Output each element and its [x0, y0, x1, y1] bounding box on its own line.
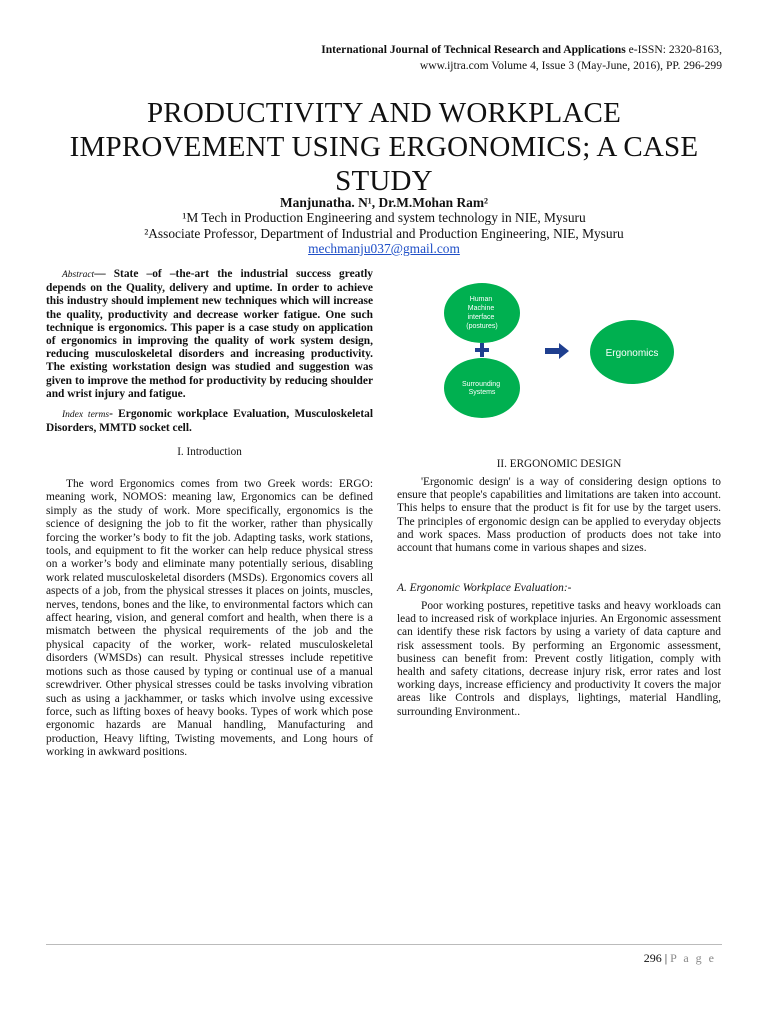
abstract-text: — State –of –the-art the industrial success greatly depends on the Quality, delivery and uptime. In order to achieve this industry should implement new techniques which will increase the quality, productivity and decrease worker fatigue. One such technique is ergonomics. This paper is a case study on application of ergonomics in improving the quality of work system design, reducing musculoskeletal disorders and increasing productivity. The existing workstation design was studied and suggestion was given to improve the method for productivity by reducing shoulder and wrist injury and fatigue.: [46, 268, 373, 400]
abstract-label: Abstract: [62, 270, 95, 280]
node2-line1: Surrounding: [461, 381, 501, 388]
abstract: [46, 268, 373, 401]
ergonomic-design-body: 'Ergonomic design' is a way of considering design options to ensure that people's capabilities and limitations are taken into account. This helps to ensure that the product is fit for use by the target users. The principles of ergonomic design can be applied to everyday objects and work spaces. Mass production of products does not take into account that humans come in various shapes and sizes.: [397, 476, 721, 555]
node-surrounding-systems: [444, 358, 520, 418]
journal-volume: www.ijtra.com Volume 4, Issue 3 (May-June, 2016), PP. 296-299: [419, 59, 722, 72]
paper-title: PRODUCTIVITY AND WORKPLACE IMPROVEMENT USING ERGONOMICS; A CASE STUDY: [69, 97, 699, 197]
arrow-right-icon: [545, 343, 569, 359]
index-terms-text: - Ergonomic workplace Evaluation, Musculoskeletal Disorders, MMTD socket cell.: [46, 408, 373, 435]
node1-line4: (postures): [466, 323, 498, 330]
ergonomics-diagram: [437, 281, 697, 424]
footer-divider: [46, 944, 722, 945]
node-human-machine-interface: [444, 283, 520, 343]
page-number-sep: |: [661, 951, 671, 965]
index-terms: [46, 408, 373, 435]
node1-line3: interface: [467, 314, 495, 321]
node2-line2: Systems: [468, 389, 496, 396]
introduction-body: The word Ergonomics comes from two Greek words: ERGO: meaning work, NOMOS: meaning law, Ergonomics can be defined simply as the study of work. More specifically, ergonomics is the science of designing the job to fit the worker, rather than physically forcing the worker’s body to fit the job. Adapting tasks, work stations, tools, and equipment to fit the worker can help reduce physical stress on a worker’s body and eliminate many potentially serious, disabling work related musculoskeletal disorders (MSDs). Ergonomics covers all aspects of a job, from the physical stresses it places on joints, muscles, nerves, tendons, bones and the like, to environmental factors which can affect hearing, vision, and general comfort and health, when there is a mismatch between the physical requirements of the job and the physical capacity of the worker, work- related musculoskeletal disorders (WMSDs) can result. Physical stresses include repetitive motions such as those caused by typing or continual use of a manual screwdriver. Other physical stresses could be tasks involving vibration such as using a jackhammer, or tasks which involve using excessive force, such as lifting boxes of heavy books. Types of work which pose ergonomic hazards are Manual handling, Manufacturing and production, Heavy lifting, Twisting movements, and Long hours of working in awkward positions.: [46, 478, 373, 759]
author-email-link[interactable]: mechmanju037@gmail.com: [308, 241, 460, 256]
page-number: [644, 951, 716, 966]
index-terms-label: Index terms: [62, 410, 110, 420]
journal-header: [202, 42, 722, 74]
plus-icon: [475, 343, 489, 357]
node1-line1: Human: [469, 296, 493, 303]
page-number-value: 296: [643, 951, 662, 965]
workplace-evaluation-body: Poor working postures, repetitive tasks and heavy workloads can lead to increased risk of workplace injuries. An Ergonomic assessment can identify these risk factors by using a variety of data capture and risk assessment tools. By performing an Ergonomic assessment, business can benefit from: Prevent costly litigation, comply with health and safety citations, decrease injury risk, error rates and lost working days, increase efficiency and productivity It covers the major areas like Controls and displays, lightings, material Handling, surrounding Environment..: [397, 600, 721, 718]
journal-issn: e-ISSN: 2320-8163,: [625, 43, 722, 56]
subsection-heading-workplace-evaluation: A. Ergonomic Workplace Evaluation:-: [397, 582, 572, 594]
page-label: P a g e: [670, 951, 716, 965]
affiliation-1: ¹M Tech in Production Engineering and system technology in NIE, Mysuru: [182, 210, 586, 225]
section-heading-introduction: I. Introduction: [177, 446, 242, 458]
node1-line2: Machine: [467, 305, 495, 312]
paper-authors: Manjunatha. N¹, Dr.M.Mohan Ram²: [279, 195, 489, 210]
node3-label: Ergonomics: [605, 348, 659, 359]
journal-name: International Journal of Technical Research and Applications: [321, 43, 626, 56]
section-heading-ergonomic-design: II. ERGONOMIC DESIGN: [496, 458, 622, 470]
affiliation-2: ²Associate Professor, Department of Industrial and Production Engineering, NIE, Mysuru: [144, 226, 624, 241]
